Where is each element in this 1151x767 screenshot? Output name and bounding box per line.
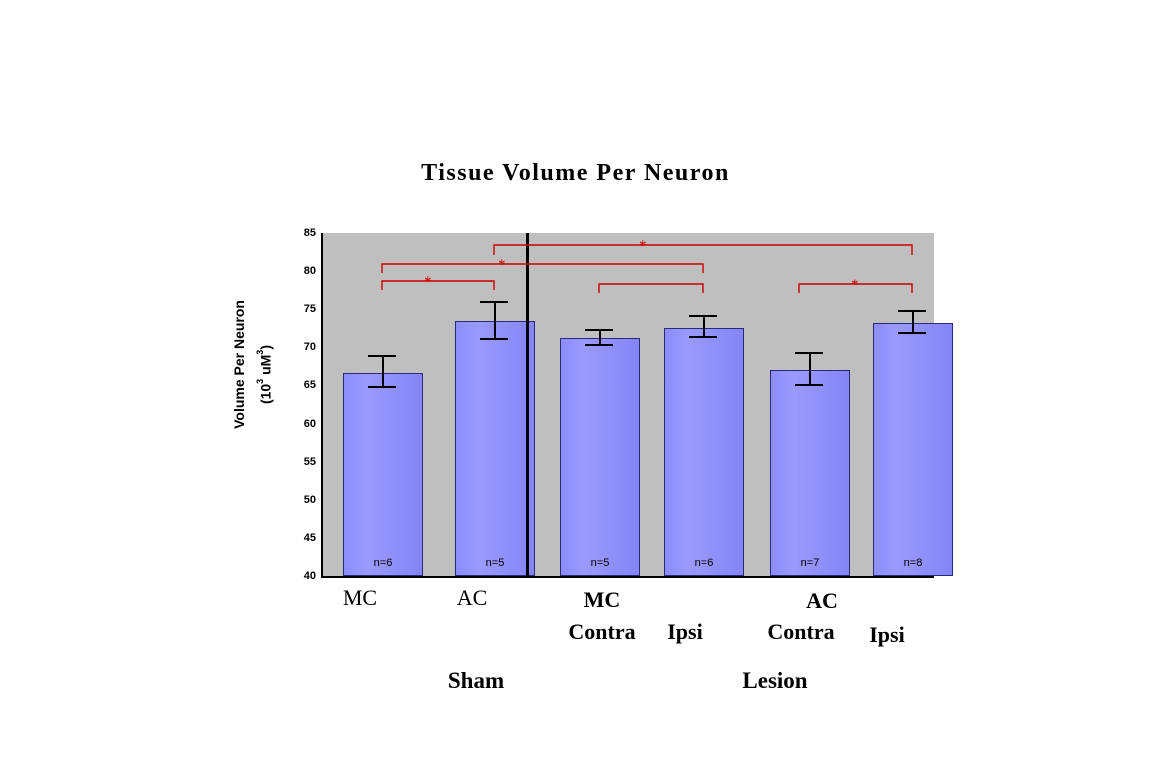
y-axis-label (231, 300, 257, 429)
error-cap-bottom-2 (585, 344, 613, 346)
error-cap-bottom-3 (689, 336, 717, 338)
x-tick-lesion-ac-ipsi: Ipsi (869, 622, 905, 647)
significance-symbol: * (639, 238, 647, 254)
y-tick-50: 50 (303, 493, 316, 506)
x-tick-lesion-mc: MC (583, 587, 621, 612)
bar-n-label: n=6 (373, 557, 393, 569)
significance-symbol: * (424, 274, 432, 290)
bar-n-label: n=5 (485, 557, 505, 569)
error-cap-top-2 (585, 329, 613, 331)
bar-n-label: n=8 (903, 557, 923, 569)
y-tick-40: 40 (303, 570, 316, 582)
error-cap-top-0 (368, 355, 396, 357)
bar-sham-mc (343, 373, 423, 577)
error-cap-top-4 (795, 352, 823, 354)
bar-lesion-ac-ipsi (873, 323, 953, 576)
x-tick-sham-ac: AC (456, 585, 488, 610)
error-cap-bottom-1 (480, 338, 508, 340)
error-cap-bottom-4 (795, 384, 823, 386)
y-tick-85: 85 (303, 227, 316, 239)
group-divider (526, 233, 529, 576)
error-bar-4 (809, 354, 811, 386)
x-tick-lesion-mc-contra: Contra (568, 619, 636, 644)
bar-sham-ac (455, 321, 535, 576)
bar-n-label: n=7 (800, 557, 820, 569)
x-tick-lesion-ac-contra: Contra (767, 619, 835, 644)
error-bar-0 (382, 357, 384, 388)
y-tick-70: 70 (303, 341, 316, 354)
y-tick-45: 45 (303, 531, 316, 544)
significance-symbol: * (851, 277, 859, 293)
y-tick-75: 75 (303, 303, 316, 316)
plot-area (303, 227, 934, 582)
chart-title: Tissue Volume Per Neuron (421, 160, 730, 186)
error-bar-3 (703, 317, 705, 338)
significance-symbol: * (498, 257, 506, 273)
error-bar-1 (494, 303, 496, 340)
error-cap-top-1 (480, 301, 508, 303)
bar-n-label: n=5 (590, 557, 610, 569)
y-tick-80: 80 (303, 265, 316, 278)
x-tick-lesion-ac: AC (806, 588, 838, 613)
y-tick-60: 60 (303, 417, 316, 430)
group-label-sham: Sham (447, 668, 505, 693)
x-tick-lesion-mc-ipsi: Ipsi (667, 619, 703, 644)
y-axis-units: ($10^3$ $uM^3$) (255, 345, 274, 405)
bar-n-label: n=6 (694, 557, 714, 569)
bar-lesion-mc-contra (560, 338, 640, 576)
group-label-lesion: Lesion (742, 668, 808, 693)
y-axis-label-text: Volume Per Neuron (231, 300, 247, 429)
y-tick-55: 55 (303, 455, 316, 468)
bar-lesion-ac-contra (770, 370, 850, 576)
error-cap-top-3 (689, 315, 717, 317)
error-cap-bottom-5 (898, 332, 926, 334)
error-cap-bottom-0 (368, 386, 396, 388)
bar-lesion-mc-ipsi (664, 328, 744, 577)
y-tick-65: 65 (303, 379, 316, 392)
error-bar-5 (912, 312, 914, 333)
error-cap-top-5 (898, 310, 926, 312)
x-tick-sham-mc: MC (342, 585, 378, 610)
